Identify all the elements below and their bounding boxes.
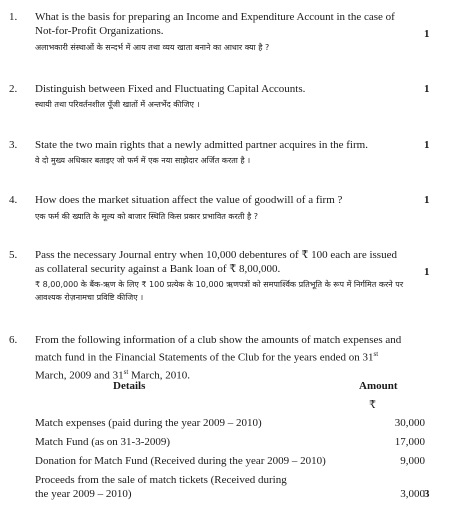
- ordinal-suffix: st: [123, 367, 129, 376]
- question-text-english: [35, 333, 407, 382]
- row-amount: 30,000: [394, 417, 425, 429]
- row-amount: 3,000: [400, 488, 425, 500]
- question-text-hindi: ₹ 8,00,000 के बैंक-ऋण के लिए ₹ 100 प्रत्येक के 10,000 ऋणपत्रों को समपार्श्विक प्रतिभूति के रूप में निर्गमित करने पर आवश्यक रोज़नामचा प्रविष्टि कीजिए ।: [35, 280, 404, 302]
- question-number: 5.: [9, 249, 18, 261]
- question-text-hindi: स्थायी तथा परिवर्तनशील पूँजी खातों में अन्तर्भेद कीजिए ।: [35, 100, 200, 109]
- question-text-english: Pass the necessary Journal entry when 10,000 debentures of ₹ 100 each are issued as collateral security against a Bank loan of ₹ 8,00,000.: [35, 249, 397, 275]
- question-marks: 1: [424, 28, 430, 40]
- column-header-details: Details: [113, 380, 146, 392]
- question-number: 6.: [9, 334, 18, 346]
- question-text-hindi: वे दो मुख्य अधिकार बताइए जो फर्म में एक नया साझेदार अर्जित करता है ।: [35, 156, 251, 165]
- question-text-english: What is the basis for preparing an Income and Expenditure Account in the case of Not-for-Profit Organizations.: [35, 11, 395, 37]
- question-text-english: How does the market situation affect the value of goodwill of a firm ?: [35, 194, 343, 206]
- question-number: 2.: [9, 83, 18, 95]
- question-text-english: Distinguish between Fixed and Fluctuating Capital Accounts.: [35, 83, 306, 95]
- question-text-part: March, 2010.: [128, 369, 190, 382]
- question-text-hindi: अलाभकारी संस्थाओं के सन्दर्भ में आय तथा व्यय खाता बनाने का आधार क्या है ?: [35, 43, 270, 52]
- row-label: Match Fund (as on 31-3-2009): [35, 436, 171, 448]
- question-number: 4.: [9, 194, 18, 206]
- question-marks: 3: [424, 488, 430, 500]
- question-text-english: State the two main rights that a newly admitted partner acquires in the firm.: [35, 139, 368, 151]
- question-marks: 1: [424, 139, 430, 151]
- column-header-amount: Amount: [359, 380, 398, 392]
- question-number: 3.: [9, 139, 18, 151]
- row-label: Donation for Match Fund (Received during the year 2009 – 2010): [35, 455, 326, 467]
- ordinal-suffix: st: [373, 350, 379, 358]
- question-text-hindi: एक फर्म की ख्याति के मूल्य को बाजार स्थिति किस प्रकार प्रभावित करती है ?: [35, 212, 259, 221]
- question-marks: 1: [424, 266, 430, 278]
- question-marks: 1: [424, 83, 430, 95]
- question-number: 1.: [9, 11, 18, 23]
- row-amount: 17,000: [394, 436, 425, 448]
- question-text-part: March, 2009 and 31: [35, 369, 124, 382]
- currency-symbol: ₹: [369, 399, 376, 411]
- row-amount: 9,000: [400, 455, 425, 467]
- row-label: Match expenses (paid during the year 2009 – 2010): [35, 417, 262, 429]
- row-label: Proceeds from the sale of match tickets (Received during the year 2009 – 2010): [35, 474, 287, 500]
- question-text-part: From the following information of a club show the amounts of match expenses and match fund in the Financial Statements of the Club for the years ended on 31: [35, 334, 402, 364]
- question-marks: 1: [424, 194, 430, 206]
